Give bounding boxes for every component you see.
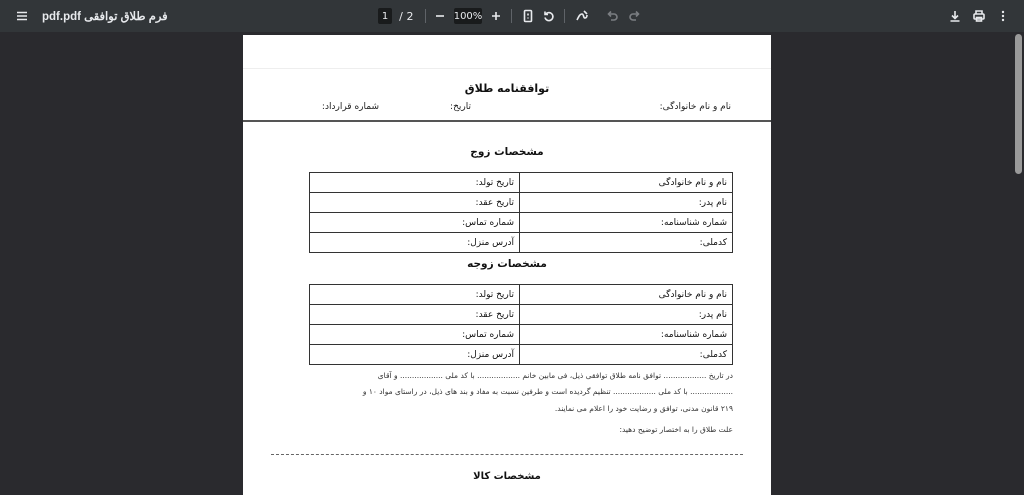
husband-info-table — [309, 172, 733, 253]
next-section-heading: مشخصات کالا — [473, 471, 541, 482]
zoom-out-icon[interactable] — [428, 0, 452, 32]
agreement-text-line: .................. با کد ملی .................. تنظیم گردیده است و طرفین نسبت به مفاد و بند های ذیل، در راستای مواد ۱۰ و — [362, 387, 733, 396]
header-divider — [243, 120, 771, 122]
table-row — [310, 325, 733, 345]
pdf-viewport[interactable] — [0, 32, 1024, 482]
vertical-scrollbar[interactable] — [1015, 34, 1022, 174]
agreement-text-line: در تاریخ .................. توافق نامه طلاق توافقی ذیل، فی مابین خانم .................. با کد ملی .................. و آقای — [377, 371, 733, 380]
page-top-rule — [243, 68, 771, 69]
table-row — [310, 173, 733, 193]
toolbar-divider — [511, 9, 512, 23]
wife-heading: مشخصات زوجه — [467, 258, 547, 270]
hamburger-menu-icon[interactable] — [10, 0, 34, 32]
header-date-field: تاریخ: — [450, 102, 471, 112]
pdf-page — [243, 35, 771, 495]
toolbar-divider — [425, 9, 426, 23]
header-contract-field: شماره قرارداد: — [321, 102, 379, 112]
pdf-toolbar — [0, 0, 1024, 32]
document-title-heading: توافقنامه طلاق — [464, 82, 550, 95]
redo-icon[interactable] — [623, 0, 647, 32]
wife-info-table — [309, 284, 733, 365]
table-row — [310, 213, 733, 233]
table-cell: نام و نام خانوادگی — [520, 285, 733, 305]
agreement-text-line: ۲۱۹ قانون مدنی، توافق و رضایت خود را اعلام می نمایند. — [554, 404, 733, 413]
table-row — [310, 285, 733, 305]
table-cell: کدملی: — [520, 345, 733, 365]
page-number-input[interactable]: 1 — [378, 8, 392, 24]
table-row — [310, 233, 733, 253]
print-icon[interactable] — [967, 0, 991, 32]
table-cell: تاریخ تولد: — [310, 285, 520, 305]
table-cell: شماره شناسنامه: — [520, 325, 733, 345]
page-separator: / — [399, 9, 403, 23]
undo-icon[interactable] — [600, 0, 624, 32]
table-row — [310, 193, 733, 213]
toolbar-divider — [564, 9, 565, 23]
table-cell: آدرس منزل: — [310, 233, 520, 253]
divorce-reason-prompt: علت طلاق را به اختصار توضیح دهید: — [619, 425, 733, 434]
table-cell: نام پدر: — [520, 305, 733, 325]
rotate-icon[interactable] — [537, 0, 561, 32]
table-cell: نام پدر: — [520, 193, 733, 213]
table-cell: شماره تماس: — [310, 213, 520, 233]
table-cell: نام و نام خانوادگی — [520, 173, 733, 193]
more-options-icon[interactable] — [991, 0, 1015, 32]
total-pages: 2 — [406, 9, 414, 23]
download-icon[interactable] — [943, 0, 967, 32]
zoom-level-input[interactable]: 100% — [454, 8, 482, 24]
table-cell: شماره شناسنامه: — [520, 213, 733, 233]
zoom-in-icon[interactable] — [484, 0, 508, 32]
table-cell: آدرس منزل: — [310, 345, 520, 365]
header-name-field: نام و نام خانوادگی: — [659, 102, 731, 112]
table-cell: تاریخ عقد: — [310, 305, 520, 325]
annotate-icon[interactable] — [570, 0, 594, 32]
table-cell: کدملی: — [520, 233, 733, 253]
table-row — [310, 305, 733, 325]
document-title: pdf.pdf فرم طلاق توافقی — [42, 11, 168, 23]
table-cell: تاریخ تولد: — [310, 173, 520, 193]
table-cell: تاریخ عقد: — [310, 193, 520, 213]
table-cell: شماره تماس: — [310, 325, 520, 345]
dotted-separator — [271, 454, 743, 455]
table-row — [310, 345, 733, 365]
husband-heading: مشخصات زوج — [470, 146, 544, 158]
